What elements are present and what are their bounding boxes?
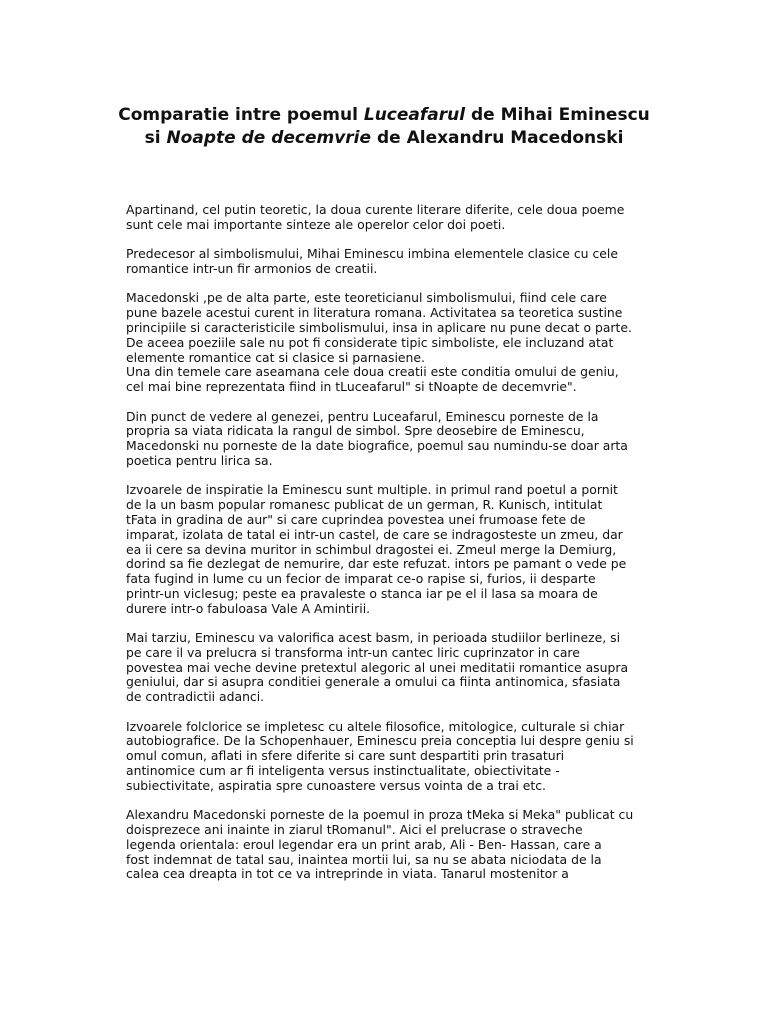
paragraph-7: Izvoarele folclorice se impletesc cu altele filosofice, mitologice, culturale si chiar autobiografice. De la Schopenhauer, Eminescu preia conceptia lui despre geniu si omul comun, aflati in sfere diferite si care sunt despartiti prin trasaturi antinomice cum ar fi inteligenta versus instinctualitate, obiectivitate - subiectivitate, aspiratia spre cunoastere versus vointa de a trai etc. xyxy=(126,718,634,793)
title-line-2-prefix: si xyxy=(144,128,167,148)
document-body xyxy=(126,203,646,897)
title-line-2-suffix: de Alexandru Macedonski xyxy=(371,128,624,148)
title-poem-noapte-de-decemvrie: Noapte de decemvrie xyxy=(166,128,372,148)
paragraph-4: Din punct de vedere al genezei, pentru Luceafarul, Eminescu porneste de la propria sa viata ridicata la rangul de simbol. Spre deosebire de Eminescu, Macedonski nu porneste de la date biografice, poemul sau numindu-se doar arta poetica pentru lirica sa. xyxy=(126,408,628,468)
paragraph-5: Izvoarele de inspiratie la Eminescu sunt multiple. in primul rand poetul a pornit de la un basm popular romanesc publicat de un german, R. Kunisch, intitulat tFata in gradina de aur" si care cuprindea povestea unei frumoase fete de imparat, izolata de tatal ei intr-un castel, de care se indragosteste un zmeu, dar ea ii cere sa devina muritor in schimbul dragostei ei. Zmeul merge la Demiurg, dorind sa fie dezlegat de nemurire, dar este refuzat. intors pe pamant o vede pe fata fugind in lume cu un fecior de imparat ce-o rapise si, furios, ii desparte printr-un viclesug; peste ea pravaleste o stanca iar pe el il lasa sa moara de durere intr-o fabuloasa Vale A Amintirii. xyxy=(126,482,627,616)
title-poem-luceafarul: Luceafarul xyxy=(363,105,466,125)
title-line-1-suffix: de Mihai Eminescu xyxy=(465,105,650,125)
paragraph-3: Macedonski ,pe de alta parte, este teoreticianul simbolismului, fiind cele care pune bazele acestui curent in literatura romana. Activitatea sa teoretica sustine principiile si caracteristicile simbolismului, insa in aplicare nu pune decat o parte. De aceea poeziile sale nu pot fi considerate tipic simboliste, ele incluzand atat elemente romantice cat si clasice si parnasiene. Una din temele care aseamana cele doua creatii este conditia omului de geniu, cel mai bine reprezentata fiind in tLuceafarul" si tNoapte de decemvrie". xyxy=(126,290,632,395)
title-line-2 xyxy=(40,127,728,150)
paragraph-8: Alexandru Macedonski porneste de la poemul in proza tMeka si Meka" publicat cu doisprezece ani inainte in ziarul tRomanul". Aici el prelucrase o straveche legenda orientala: eroul legendar era un print arab, Ali - Ben- Hassan, care a fost indemnat de tatal sau, inaintea mortii lui, sa nu se abata niciodata de la calea cea dreapta in tot ce va intreprinde in viata. Tanarul mostenitor a xyxy=(126,807,634,882)
document-title xyxy=(40,104,728,150)
paragraph-1: Apartinand, cel putin teoretic, la doua curente literare diferite, cele doua poeme sunt cele mai importante sinteze ale operelor celor doi poeti. xyxy=(126,202,625,232)
title-line-1 xyxy=(40,104,728,127)
paragraph-6: Mai tarziu, Eminescu va valorifica acest basm, in perioada studiilor berlineze, si pe care il va prelucra si transforma intr-un cantec liric cuprinzator in care povestea mai veche devine pretextul alegoric al unei meditatii romantice asupra geniului, dar si asupra conditiei generale a omului ca fiinta antinomica, sfasiata de contradictii adanci. xyxy=(126,630,629,705)
paragraph-2: Predecesor al simbolismului, Mihai Eminescu imbina elementele clasice cu cele romantice intr-un fir armonios de creatii. xyxy=(126,246,618,276)
title-line-1-prefix: Comparatie intre poemul xyxy=(118,105,364,125)
